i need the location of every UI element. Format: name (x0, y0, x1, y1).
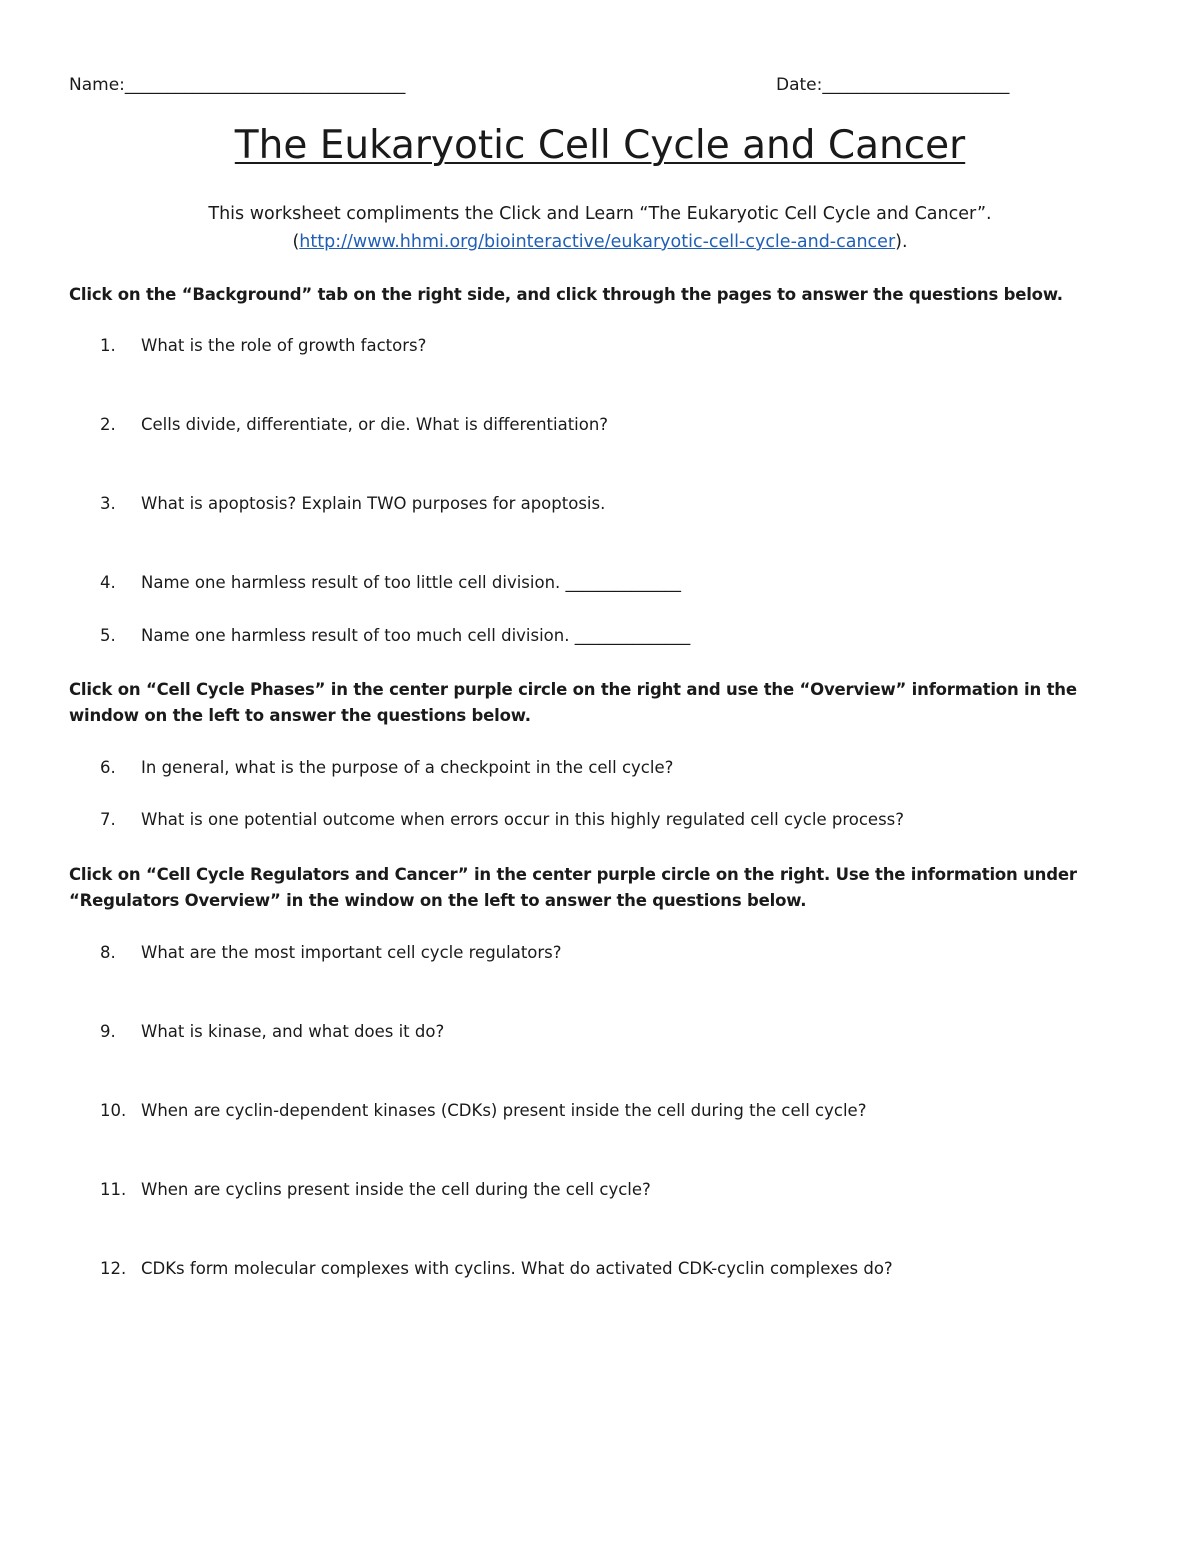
close-paren: ). (895, 232, 908, 252)
section-2-instruction: Click on “Cell Cycle Phases” in the center purple circle on the right and use the “Overview” information in the window on the left to answer the questions below. (69, 680, 1077, 725)
intro-link-line (0, 228, 1200, 256)
question-4 (100, 573, 1100, 592)
question-number: 6. (100, 758, 116, 777)
question-number: 7. (100, 810, 116, 829)
question-text: CDKs form molecular complexes with cyclins. What do activated CDK-cyclin complexes do? (141, 1259, 893, 1278)
intro-paragraph (0, 200, 1200, 256)
question-7 (100, 810, 1100, 829)
question-10 (100, 1101, 1100, 1120)
question-text: Cells divide, differentiate, or die. What is differentiation? (141, 415, 609, 434)
question-2 (100, 415, 1100, 434)
question-text: Name one harmless result of too much cell division. ______________ (141, 626, 691, 645)
name-field-label: Name:_________________________________ (69, 75, 406, 95)
question-number: 10. (100, 1101, 127, 1120)
question-text: What are the most important cell cycle regulators? (141, 943, 562, 962)
intro-text: This worksheet compliments the Click and Learn “The Eukaryotic Cell Cycle and Cancer”. (208, 204, 992, 224)
question-number: 2. (100, 415, 116, 434)
question-number: 5. (100, 626, 116, 645)
question-12 (100, 1259, 1100, 1278)
question-number: 11. (100, 1180, 127, 1199)
question-text: What is kinase, and what does it do? (141, 1022, 445, 1041)
question-text: When are cyclin-dependent kinases (CDKs) present inside the cell during the cell cycle? (141, 1101, 867, 1120)
open-paren: ( (292, 232, 300, 252)
question-text: What is the role of growth factors? (141, 336, 427, 355)
question-1 (100, 336, 1100, 355)
question-number: 1. (100, 336, 116, 355)
date-field-label: Date:______________________ (776, 75, 1010, 95)
click-and-learn-link[interactable]: http://www.hhmi.org/biointeractive/eukaryotic-cell-cycle-and-cancer (299, 232, 896, 252)
question-number: 9. (100, 1022, 116, 1041)
question-11 (100, 1180, 1100, 1199)
question-9 (100, 1022, 1100, 1041)
question-text: When are cyclins present inside the cell during the cell cycle? (141, 1180, 651, 1199)
question-5 (100, 626, 1100, 645)
section-3-instruction: Click on “Cell Cycle Regulators and Cancer” in the center purple circle on the right. Use the information under “Regulators Overview” in the window on the left to answer the questions below. (69, 865, 1077, 910)
question-text: Name one harmless result of too little cell division. ______________ (141, 573, 682, 592)
question-number: 12. (100, 1259, 127, 1278)
question-text: What is apoptosis? Explain TWO purposes for apoptosis. (141, 494, 606, 513)
question-number: 4. (100, 573, 116, 592)
question-text: In general, what is the purpose of a checkpoint in the cell cycle? (141, 758, 674, 777)
question-number: 8. (100, 943, 116, 962)
question-6 (100, 758, 1100, 777)
question-8 (100, 943, 1100, 962)
section-1-instruction: Click on the “Background” tab on the right side, and click through the pages to answer the questions below. (69, 285, 1063, 304)
question-3 (100, 494, 1100, 513)
question-number: 3. (100, 494, 116, 513)
page-title: The Eukaryotic Cell Cycle and Cancer (234, 123, 966, 168)
question-text: What is one potential outcome when errors occur in this highly regulated cell cycle process? (141, 810, 905, 829)
